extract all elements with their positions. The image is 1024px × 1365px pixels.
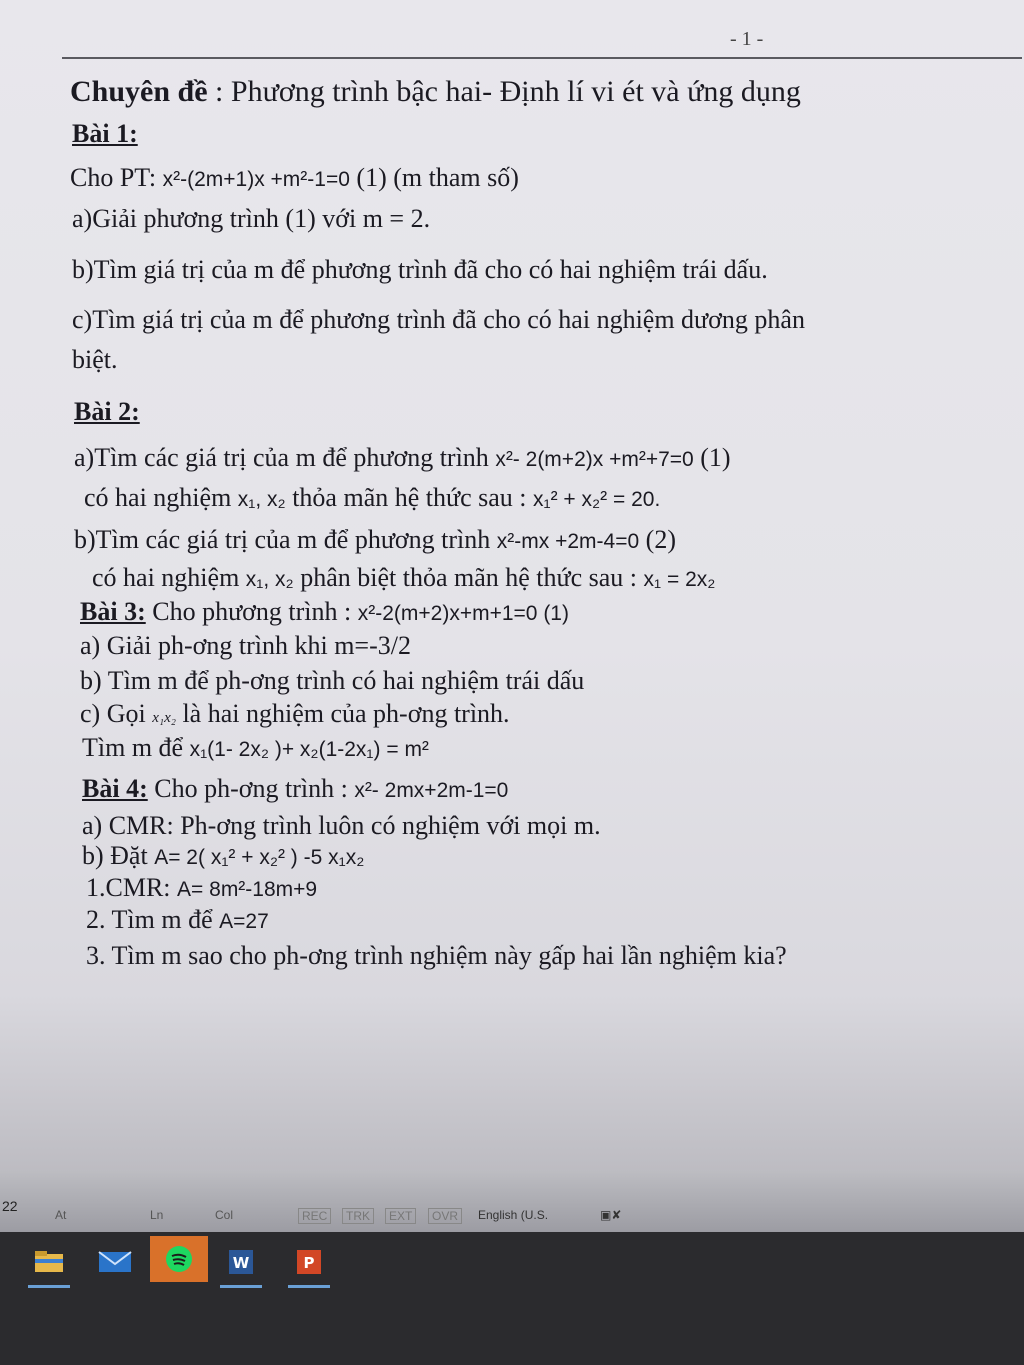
bai2-a-vars: x₁, x₂ [237,488,286,511]
page-number: - 1 - [730,28,764,50]
bai1-part-b: b)Tìm giá trị của m để phương trình đã cho có hai nghiệm trái dấu. [72,255,768,284]
status-column: Col [215,1208,234,1222]
bai3-c-vars: x₁x₂ [152,710,176,726]
bai3-d-prefix: Tìm m để [82,733,184,762]
status-language[interactable]: English (U.S. [478,1208,549,1222]
bai3-part-b: b) Tìm m để ph-ơng trình có hai nghiệm trái dấu [80,666,585,695]
bai3-part-c [80,698,510,734]
bai3-intro-text: Cho phương trình : [152,597,352,626]
svg-text:W: W [232,1254,250,1272]
status-line: Ln [150,1208,164,1222]
bai3-heading: Bài 3: [80,597,146,626]
bai4-q3: 3. Tìm m sao cho ph-ơng trình nghiệm này gấp hai lần nghiệm kia? [86,941,787,970]
bai2-b-equation: x²-mx +2m-4=0 [496,530,640,553]
bai3-equation: x²-2(m+2)x+m+1=0 (1) [357,602,569,625]
status-ext[interactable]: EXT [385,1208,416,1224]
title-rest: : Phương trình bậc hai- Định lí vi ét và ứng dụng [215,75,801,108]
bai4-q1-equation: A= 8m²-18m+9 [177,878,318,901]
bai2-b-cond-eq: x₁ = 2x₂ [643,568,716,591]
bai2-b-cond-text: có hai nghiệm [92,563,240,592]
bai2-part-b-cond [92,562,715,596]
word-icon[interactable] [212,1242,270,1282]
bai4-part-b [82,840,364,874]
bai2-b-vars: x₁, x₂ [245,568,294,591]
spotify-icon[interactable] [150,1236,208,1282]
bai2-b-tail: (2) [645,525,676,554]
bai1-intro-prefix: Cho PT: [70,163,157,192]
bai3-part-a: a) Giải ph-ơng trình khi m=-3/2 [80,631,411,660]
header-rule [62,57,1022,59]
bai4-q2 [86,904,269,938]
bai4-q1 [86,872,317,906]
bai1-intro [70,162,519,196]
taskbar [0,1232,1024,1365]
bai2-b-cond-mid: phân biệt thỏa mãn hệ thức sau : [300,563,638,592]
bai1-part-a: a)Giải phương trình (1) với m = 2. [72,204,431,233]
bai4-q2-equation: A=27 [219,910,269,933]
status-bar [0,1170,1024,1232]
bai2-a-cond-mid: thỏa mãn hệ thức sau : [292,483,527,512]
bai4-b-prefix: b) Đặt [82,841,148,870]
bai4-b-equation: A= 2( x₁² + x₂² ) -5 x₁x₂ [154,846,365,869]
bai2-a-text: a)Tìm các giá trị của m để phương trình [74,443,489,472]
bai4-q1-prefix: 1.CMR: [86,873,171,902]
document-title [70,76,801,108]
bai1-heading: Bài 1: [72,119,138,148]
bai1-equation: x²-(2m+1)x +m²-1=0 [162,168,350,191]
bai2-a-cond-eq: x₁² + x₂² = 20. [533,488,661,511]
bai3-part-d [82,732,429,766]
bai1-intro-suffix: (1) (m tham số) [356,163,519,192]
title-bold: Chuyên đề [70,75,208,108]
status-ovr[interactable]: OVR [428,1208,462,1224]
spelling-check-icon[interactable]: ▣✘ [600,1208,622,1222]
bai1-part-c: c)Tìm giá trị của m để phương trình đã cho có hai nghiệm dương phân [72,305,805,334]
bai4-part-a: a) CMR: Ph-ơng trình luôn có nghiệm với mọi m. [82,811,601,840]
powerpoint-active-indicator [288,1285,330,1288]
bai2-part-a [74,442,731,476]
bai3-c-suffix: là hai nghiệm của ph-ơng trình. [182,699,510,728]
bai2-part-b [74,524,676,558]
bai4-heading: Bài 4: [82,774,148,803]
bai4-equation: x²- 2mx+2m-1=0 [354,779,509,802]
bai2-b-text: b)Tìm các giá trị của m để phương trình [74,525,491,554]
word-active-indicator [220,1285,262,1288]
bai2-heading: Bài 2: [74,397,140,426]
bai2-a-equation: x²- 2(m+2)x +m²+7=0 [495,448,694,471]
bai1-part-c-cont: biệt. [72,345,118,374]
bai3-d-equation: x₁(1- 2x₂ )+ x₂(1-2x₁) = m² [189,738,429,761]
bai4-q2-prefix: 2. Tìm m để [86,905,213,934]
bai2-a-cond-text: có hai nghiệm [84,483,232,512]
bai2-a-tail: (1) [700,443,731,472]
status-page: 22 [2,1198,18,1214]
svg-text:P: P [303,1254,315,1272]
status-rec[interactable]: REC [298,1208,331,1224]
powerpoint-icon[interactable] [280,1242,338,1282]
mail-icon[interactable] [86,1242,144,1282]
file-explorer-icon[interactable] [20,1242,78,1282]
status-at: At [55,1208,67,1222]
bai4-intro [82,773,508,807]
bai4-intro-text: Cho ph-ơng trình : [154,774,348,803]
bai3-intro [80,596,569,630]
status-trk[interactable]: TRK [342,1208,374,1224]
explorer-active-indicator [28,1285,70,1288]
bai3-c-prefix: c) Gọi [80,699,146,728]
bai2-part-a-cond [84,482,660,516]
